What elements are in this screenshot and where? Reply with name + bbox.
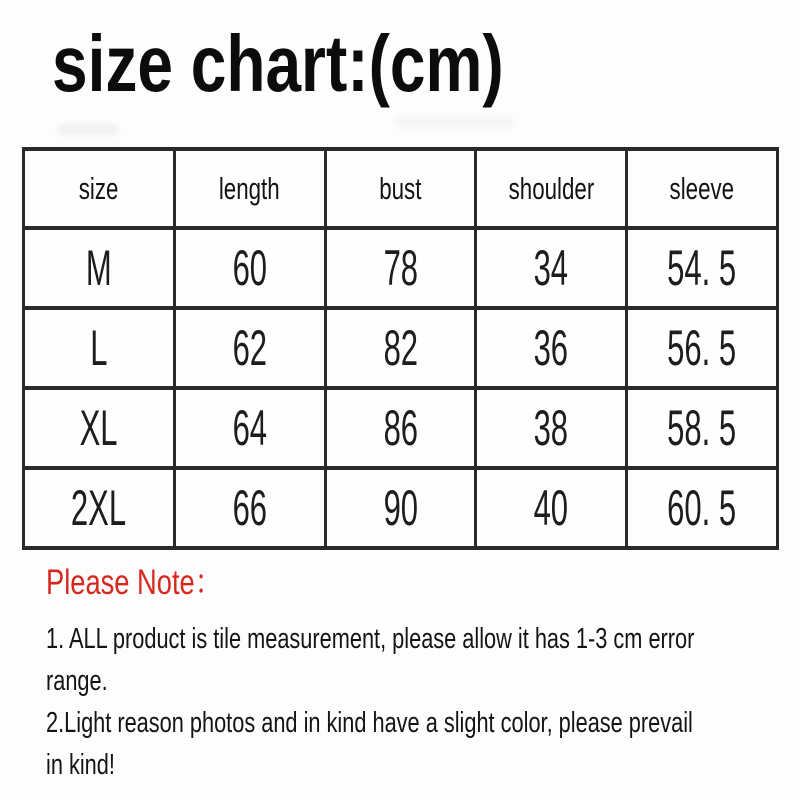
cell-sleeve-l: 56. 5 bbox=[627, 308, 778, 388]
jpeg-artifact-smudge bbox=[58, 124, 118, 135]
table-header-row bbox=[24, 149, 778, 228]
cell-length-m: 60 bbox=[174, 228, 325, 308]
col-header-shoulder: shoulder bbox=[476, 149, 627, 228]
note-line-3: 2.Light reason photos and in kind have a slight color, please prevail bbox=[46, 707, 693, 739]
cell-length-xl: 64 bbox=[174, 388, 325, 468]
col-header-sleeve: sleeve bbox=[627, 149, 778, 228]
cell-sleeve-2xl: 60. 5 bbox=[627, 468, 778, 548]
cell-shoulder-xl: 38 bbox=[476, 388, 627, 468]
table-header bbox=[24, 149, 778, 228]
table-row-2xl bbox=[24, 468, 778, 548]
cell-size-xl: XL bbox=[24, 388, 175, 468]
table-row-l bbox=[24, 308, 778, 388]
cell-size-m: M bbox=[24, 228, 175, 308]
cell-length-2xl: 66 bbox=[174, 468, 325, 548]
table-row-m bbox=[24, 228, 778, 308]
note-line-2: range. bbox=[46, 665, 108, 697]
cell-sleeve-xl: 58. 5 bbox=[627, 388, 778, 468]
col-header-length: length bbox=[174, 149, 325, 228]
cell-sleeve-m: 54. 5 bbox=[627, 228, 778, 308]
cell-length-l: 62 bbox=[174, 308, 325, 388]
cell-size-l: L bbox=[24, 308, 175, 388]
cell-bust-xl: 86 bbox=[325, 388, 476, 468]
size-chart-table bbox=[22, 147, 779, 550]
cell-bust-l: 82 bbox=[325, 308, 476, 388]
page-title bbox=[52, 19, 617, 108]
cell-bust-m: 78 bbox=[325, 228, 476, 308]
cell-bust-2xl: 90 bbox=[325, 468, 476, 548]
col-header-bust: bust bbox=[325, 149, 476, 228]
note-line-1: 1. ALL product is tile measurement, please allow it has 1-3 cm error bbox=[46, 623, 695, 655]
page-title-text: size chart:(cm) bbox=[52, 19, 504, 108]
table-row-xl bbox=[24, 388, 778, 468]
note-line-4: in kind! bbox=[46, 749, 115, 781]
please-note-heading: Please Note： bbox=[46, 563, 223, 602]
cell-shoulder-2xl: 40 bbox=[476, 468, 627, 548]
col-header-size: size bbox=[24, 149, 175, 228]
notes-section bbox=[46, 560, 786, 786]
cell-shoulder-m: 34 bbox=[476, 228, 627, 308]
cell-shoulder-l: 36 bbox=[476, 308, 627, 388]
jpeg-artifact-smudge bbox=[395, 118, 515, 127]
cell-size-2xl: 2XL bbox=[24, 468, 175, 548]
